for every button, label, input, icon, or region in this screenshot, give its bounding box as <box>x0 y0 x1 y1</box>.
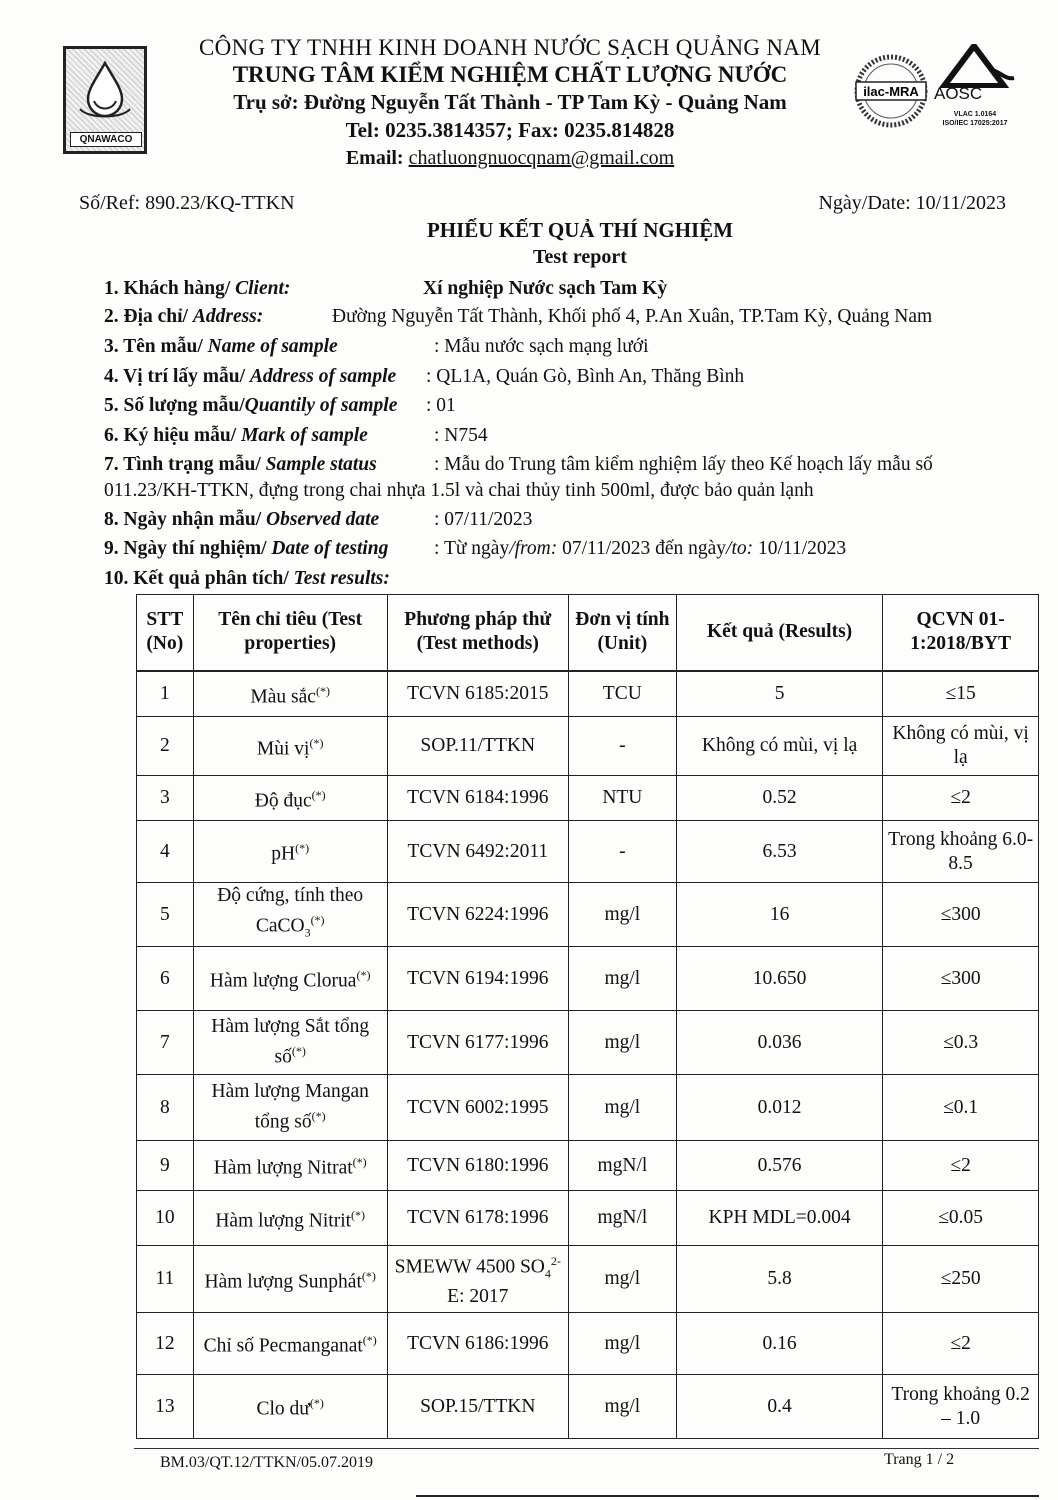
client-value: Xí nghiệp Nước sạch Tam Kỳ <box>423 278 668 299</box>
row-no: 12 <box>137 1313 194 1375</box>
row-standard: Không có mùi, vị lạ <box>883 717 1039 776</box>
row-method: TCVN 6224:1996 <box>387 883 568 947</box>
row-method: SOP.11/TTKN <box>387 717 568 776</box>
column-header-no: STT (No) <box>137 595 194 671</box>
table-row <box>137 1011 1039 1075</box>
row-result: Không có mùi, vị lạ <box>676 717 882 776</box>
row-result: KPH MDL=0.004 <box>676 1191 882 1246</box>
row-standard: ≤15 <box>883 671 1039 717</box>
test-results-line <box>104 566 390 592</box>
iso-code: ISO/IEC 17025:2017 <box>942 120 1008 127</box>
row-unit: mg/l <box>568 883 676 947</box>
sample-location-line <box>104 364 745 390</box>
row-property: Độ đục(*) <box>193 776 387 821</box>
row-no: 7 <box>137 1011 194 1075</box>
ilac-logo-text: ilac-MRA <box>863 84 919 99</box>
row-result: 10.650 <box>676 947 882 1011</box>
testing-date-value: : Từ ngày/from: 07/11/2023 đến ngày/to: 10/11/2023 <box>434 538 847 559</box>
row-no: 8 <box>137 1075 194 1141</box>
sample-name-line <box>104 334 649 360</box>
row-result: 0.52 <box>676 776 882 821</box>
table-row <box>137 821 1039 883</box>
row-result: 5.8 <box>676 1246 882 1313</box>
row-method: TCVN 6492:2011 <box>387 821 568 883</box>
row-no: 11 <box>137 1246 194 1313</box>
email-label: Email: <box>345 147 409 169</box>
table-row <box>137 1141 1039 1191</box>
address-line <box>104 304 933 330</box>
row-no: 5 <box>137 883 194 947</box>
received-date-label: 8. Ngày nhận mẫu/ Observed date <box>104 509 380 530</box>
row-no: 3 <box>137 776 194 821</box>
testing-date-line <box>104 536 847 562</box>
row-standard: ≤0.3 <box>883 1011 1039 1075</box>
row-property: Hàm lượng Sunphát(*) <box>193 1246 387 1313</box>
row-property: pH(*) <box>193 821 387 883</box>
row-no: 6 <box>137 947 194 1011</box>
letterhead <box>150 34 870 172</box>
row-property: Hàm lượng Mangan tổng số(*) <box>193 1075 387 1141</box>
testing-date-label: 9. Ngày thí nghiệm/ Date of testing <box>104 538 389 559</box>
sample-quantity-value: : 01 <box>426 395 456 416</box>
row-unit: mg/l <box>568 1313 676 1375</box>
head-office-address: Trụ sở: Đường Nguyễn Tất Thành - TP Tam Kỳ - Quảng Nam <box>233 90 787 114</box>
row-method: TCVN 6184:1996 <box>387 776 568 821</box>
row-unit: TCU <box>568 671 676 717</box>
row-method: TCVN 6177:1996 <box>387 1011 568 1075</box>
row-unit: mg/l <box>568 1011 676 1075</box>
row-method: TCVN 6186:1996 <box>387 1313 568 1375</box>
row-unit: mg/l <box>568 947 676 1011</box>
phone-fax: Tel: 0235.3814357; Fax: 0235.814828 <box>345 118 675 142</box>
row-property: Độ cứng, tính theo CaCO$_3$(*) <box>193 883 387 947</box>
footer-divider <box>134 1448 1039 1449</box>
row-no: 13 <box>137 1375 194 1439</box>
row-standard: ≤0.05 <box>883 1191 1039 1246</box>
row-result: 16 <box>676 883 882 947</box>
sample-location-label: 4. Vị trí lấy mẫu/ Address of sample <box>104 366 397 387</box>
row-unit: mgN/l <box>568 1141 676 1191</box>
reference-number: Số/Ref: 890.23/KQ-TTKN <box>79 192 295 214</box>
column-header-unit: Đơn vị tính (Unit) <box>568 595 676 671</box>
bottom-divider <box>416 1495 1039 1497</box>
client-line <box>104 276 668 302</box>
center-name: TRUNG TÂM KIỂM NGHIỆM CHẤT LƯỢNG NƯỚC <box>232 62 788 87</box>
test-results-label: 10. Kết quả phân tích/ Test results: <box>104 568 390 589</box>
column-header-property: Tên chỉ tiêu (Test properties) <box>193 595 387 671</box>
table-row <box>137 1246 1039 1313</box>
table-row <box>137 883 1039 947</box>
row-result: 5 <box>676 671 882 717</box>
table-row <box>137 717 1039 776</box>
sample-status-line <box>104 452 933 478</box>
report-date: Ngày/Date: 10/11/2023 <box>818 192 1006 214</box>
sample-quantity-line <box>104 393 456 419</box>
row-method: TCVN 6194:1996 <box>387 947 568 1011</box>
sample-status-line-2: 011.23/KH-TTKN, đựng trong chai nhựa 1.5l và chai thủy tinh 500ml, được bảo quản lạnh <box>104 480 814 501</box>
form-code: BM.03/QT.12/TTKN/05.07.2019 <box>160 1454 374 1471</box>
table-row <box>137 776 1039 821</box>
row-method: SMEWW 4500 $SO_4^{2-}E$: 2017 <box>387 1246 568 1313</box>
row-no: 10 <box>137 1191 194 1246</box>
row-method: TCVN 6180:1996 <box>387 1141 568 1191</box>
address-value: Đường Nguyễn Tất Thành, Khối phố 4, P.An Xuân, TP.Tam Kỳ, Quảng Nam <box>332 306 933 327</box>
row-standard: ≤300 <box>883 947 1039 1011</box>
company-logo-text: QNAWACO <box>70 132 142 147</box>
table-row <box>137 947 1039 1011</box>
column-header-method: Phương pháp thử (Test methods) <box>387 595 568 671</box>
sample-quantity-label: 5. Số lượng mẫu/Quantily of sample <box>104 395 398 416</box>
row-no: 2 <box>137 717 194 776</box>
row-property: Chỉ số Pecmanganat(*) <box>193 1313 387 1375</box>
row-standard: ≤0.1 <box>883 1075 1039 1141</box>
row-standard: ≤2 <box>883 1141 1039 1191</box>
table-row <box>137 1191 1039 1246</box>
address-label: 2. Địa chỉ/ Address: <box>104 306 264 327</box>
row-method: SOP.15/TTKN <box>387 1375 568 1439</box>
row-no: 9 <box>137 1141 194 1191</box>
column-header-standard: QCVN 01-1:2018/BYT <box>883 595 1039 671</box>
sample-mark-label: 6. Ký hiệu mẫu/ Mark of sample <box>104 425 368 446</box>
row-unit: NTU <box>568 776 676 821</box>
row-result: 0.16 <box>676 1313 882 1375</box>
sample-name-value: : Mẫu nước sạch mạng lưới <box>434 336 649 357</box>
client-label: 1. Khách hàng/ Client: <box>104 278 291 299</box>
row-unit: - <box>568 717 676 776</box>
ilac-mra-logo <box>852 52 930 135</box>
company-logo <box>63 46 147 154</box>
row-unit: - <box>568 821 676 883</box>
sample-mark-value: : N754 <box>434 425 488 446</box>
sample-location-value: : QL1A, Quán Gò, Bình An, Thăng Bình <box>426 366 745 387</box>
table-row <box>137 1313 1039 1375</box>
aosc-accreditation <box>934 110 1016 128</box>
row-unit: mg/l <box>568 1375 676 1439</box>
company-name: CÔNG TY TNHH KINH DOANH NƯỚC SẠCH QUẢNG NAM <box>199 35 821 60</box>
row-property: Mùi vị(*) <box>193 717 387 776</box>
row-method: TCVN 6178:1996 <box>387 1191 568 1246</box>
row-result: 0.576 <box>676 1141 882 1191</box>
results-table <box>136 594 1039 1439</box>
row-no: 1 <box>137 671 194 717</box>
row-unit: mg/l <box>568 1075 676 1141</box>
table-row <box>137 671 1039 717</box>
row-result: 0.4 <box>676 1375 882 1439</box>
row-result: 0.036 <box>676 1011 882 1075</box>
vlac-code: VLAC 1.0164 <box>953 111 997 118</box>
row-unit: mgN/l <box>568 1191 676 1246</box>
row-result: 0.012 <box>676 1075 882 1141</box>
row-no: 4 <box>137 821 194 883</box>
aosc-logo <box>930 44 1020 136</box>
page-number: Trang 1 / 2 <box>884 1451 955 1468</box>
row-standard: ≤250 <box>883 1246 1039 1313</box>
row-method: TCVN 6185:2015 <box>387 671 568 717</box>
row-property: Hàm lượng Nitrat(*) <box>193 1141 387 1191</box>
water-drop-icon <box>72 57 138 127</box>
table-header-row <box>137 595 1039 671</box>
row-property: Hàm lượng Nitrit(*) <box>193 1191 387 1246</box>
row-property: Hàm lượng Clorua(*) <box>193 947 387 1011</box>
row-result: 6.53 <box>676 821 882 883</box>
sample-status-label: 7. Tình trạng mẫu/ Sample status <box>104 454 377 475</box>
sample-name-label: 3. Tên mẫu/ Name of sample <box>104 336 338 357</box>
table-row <box>137 1375 1039 1439</box>
row-property: Màu sắc(*) <box>193 671 387 717</box>
row-standard: ≤2 <box>883 776 1039 821</box>
received-date-value: : 07/11/2023 <box>434 509 533 530</box>
page-title: PHIẾU KẾT QUẢ THÍ NGHIỆM <box>426 218 734 242</box>
received-date-line <box>104 507 533 533</box>
page-subtitle: Test report <box>533 246 627 268</box>
sample-status-value: : Mẫu do Trung tâm kiểm nghiệm lấy theo Kế hoạch lấy mẫu số <box>434 454 933 475</box>
aosc-logo-text: AOSC <box>934 84 983 103</box>
row-property: Hàm lượng Sắt tổng số(*) <box>193 1011 387 1075</box>
row-method: TCVN 6002:1995 <box>387 1075 568 1141</box>
column-header-result: Kết quả (Results) <box>676 595 882 671</box>
row-standard: Trong khoảng 0.2 – 1.0 <box>883 1375 1039 1439</box>
email-line <box>150 144 870 172</box>
sample-mark-line <box>104 423 488 449</box>
row-standard: ≤300 <box>883 883 1039 947</box>
table-row <box>137 1075 1039 1141</box>
row-standard: ≤2 <box>883 1313 1039 1375</box>
row-unit: mg/l <box>568 1246 676 1313</box>
row-property: Clo dư(*) <box>193 1375 387 1439</box>
email-link[interactable]: chatluongnuocqnam@gmail.com <box>408 147 675 169</box>
row-standard: Trong khoảng 6.0-8.5 <box>883 821 1039 883</box>
